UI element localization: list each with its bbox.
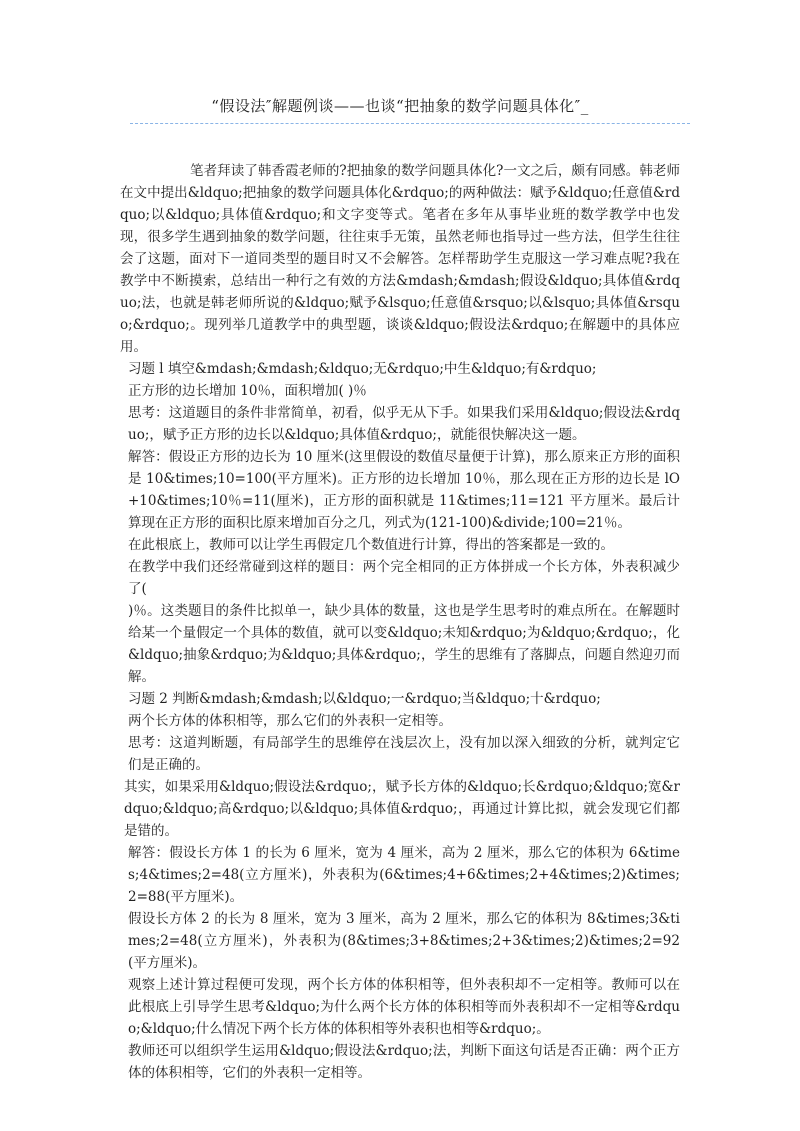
exercise-1-heading: 习题 l 填空&mdash;&mdash;&ldquo;无&rdquo;中生&ldquo;有&rdquo; (128, 361, 597, 377)
exercise-1-question: 正方形的边长增加 10％，面积增加( )％ (128, 383, 367, 399)
title-divider (130, 123, 690, 124)
paragraph-intro: 笔者拜读了韩香霞老师的?把抽象的数学问题具体化?一文之后，颇有同感。韩老师在文中提出&ldquo;把抽象的数学问题具体化&rdquo;的两种做法：赋予&ldquo;任意值&rdquo;以&ldquo;具体值&rdquo;和文字变等式。笔者在多年从事毕业班的数学教学中也发现，很多学生遇到抽象的数学问题，往往束手无策，虽然老师也指导过一些方法，但学生往往会了这题，面对下一道同类型的题目时又不会解答。怎样帮助学生克服这一学习难点呢?我在教学中不断摸索，总结出一种行之有效的方法&mdash;&mdash;假设&ldquo;具体值&rdquo;法，也就是韩老师所说的&ldquo;赋予&lsquo;任意值&rsquo;以&lsquo;具体值&rsquo;&rdquo;。现列举几道教学中的典型题，谈谈&ldquo;假设法&rdquo;在解题中的具体应用。 (120, 163, 680, 355)
exercise-2-followup: 教师还可以组织学生运用&ldquo;假设法&rdquo;法，判断下面这句话是否正确：两个正方体的体积相等，它们的外表积一定相等。 (128, 1043, 680, 1081)
exercise-1-thinking: 思考：这道题目的条件非常简单，初看，似乎无从下手。如果我们采用&ldquo;假设法&rdquo;，赋予正方形的边长以&ldquo;具体值&rdquo;，就能很快解决这一题。 (128, 405, 680, 443)
exercise-2-explanation: 其实，如果采用&ldquo;假设法&rdquo;，赋予长方体的&ldquo;长&rdquo;&ldquo;宽&rdquo;&ldquo;高&rdquo;以&ldquo;具体值&rdquo;，再通过计算比拟，就会发现它们都是错的。 (124, 779, 680, 839)
exercise-2-answer-2: 假设长方体 2 的长为 8 厘米，宽为 3 厘米，高为 2 厘米，那么它的体积为 8&times;3&times;2=48(立方厘米)，外表积为(8&times;3+8&times;2+3&times;2)&times;2=92(平方厘米)。 (128, 911, 680, 971)
exercise-2-answer-1: 解答：假设长方体 1 的长为 6 厘米，宽为 4 厘米，高为 2 厘米，那么它的体积为 6&times;4&times;2=48(立方厘米)，外表积为(6&times;4+6&times;2+4&times;2)&times;2=88(平方厘米)。 (128, 845, 680, 905)
cube-problem-intro: 在教学中我们还经常碰到这样的题目：两个完全相同的正方体拼成一个长方体，外表积减少了( (128, 559, 680, 597)
exercise-1-answer: 解答：假设正方形的边长为 10 厘米(这里假设的数值尽量便于计算)，那么原来正方形的面积是 10&times;10=100(平方厘米)。正方形的边长增加 10％，那么现在正方形的边长是 lO+10&times;10％=11(厘米)，正方形的面积就是 11&times;11=121 平方厘米。最后计算现在正方形的面积比原来增加百分之几，列式为(121-100)&divide;100=21％。 (128, 449, 680, 531)
document-title: “假设法″解题例谈——也谈“把抽象的数学问题具体化″_ (211, 97, 589, 115)
exercise-2-observation: 观察上述计算过程便可发现，两个长方体的体积相等，但外表积却不一定相等。教师可以在此根底上引导学生思考&ldquo;为什么两个长方体的体积相等而外表积却不一定相等&rdquo;&ldquo;什么情况下两个长方体的体积相等外表积也相等&rdquo;。 (128, 977, 680, 1037)
exercise-2-heading: 习题 2 判断&mdash;&mdash;以&ldquo;一&rdquo;当&ldquo;十&rdquo; (128, 691, 601, 707)
exercise-2-thinking: 思考：这道判断题，有局部学生的思维停在浅层次上，没有加以深入细致的分析，就判定它们是正确的。 (128, 735, 680, 773)
exercise-1-extension: 在此根底上，教师可以让学生再假定几个数值进行计算，得出的答案都是一致的。 (128, 537, 614, 553)
document-body (120, 160, 680, 1084)
cube-problem-discussion: )％。这类题目的条件比拟单一，缺少具体的数量，这也是学生思考时的难点所在。在解题时给某一个量假定一个具体的数值，就可以变&ldquo;未知&rdquo;为&ldquo;&rdquo;，化&ldquo;抽象&rdquo;为&ldquo;具体&rdquo;，学生的思维有了落脚点，问题自然迎刃而解。 (128, 603, 680, 685)
exercise-2-question: 两个长方体的体积相等，那么它们的外表积一定相等。 (128, 713, 452, 729)
